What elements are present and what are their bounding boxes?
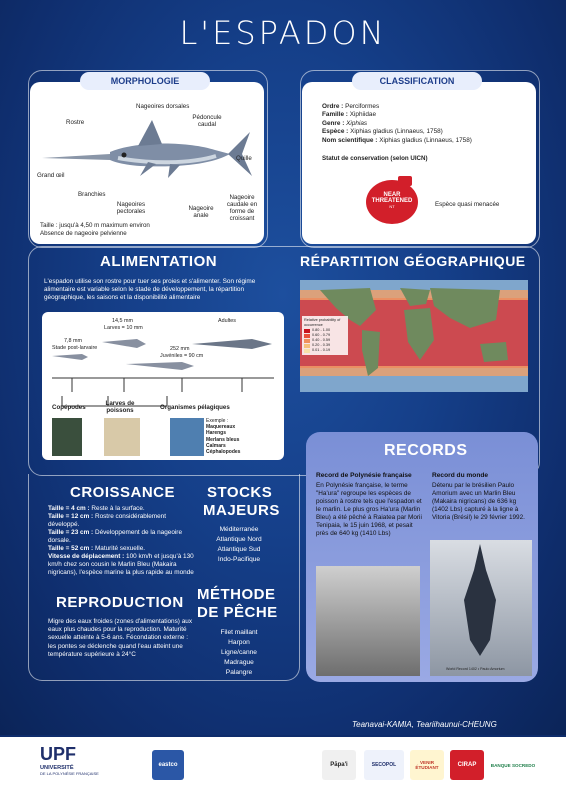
stocks-header-line2: MAJEURS: [203, 502, 280, 519]
food-organismes: Organismes pélagiques: [160, 404, 230, 411]
record-photo-caption: World Record 1402 • Paulo Amorium: [446, 667, 505, 671]
food-item: Harengs: [206, 430, 227, 437]
partner-logo-cirap: CIRAP: [450, 750, 484, 780]
methode-item: Palangre: [225, 669, 253, 676]
marlin-silhouette: [430, 540, 532, 660]
label-pedoncule-caudal: Pédoncule caudal: [192, 114, 222, 128]
legend-swatch: [304, 329, 310, 333]
classification-list: [322, 103, 472, 145]
stocks-list: [202, 525, 276, 565]
label-nageoire-anale: Nageoire anale: [188, 205, 214, 219]
alimentation-intro: L'espadon utilise son rostre pour tuer ses proies et s'alimenter. Son régime alimentaire est variable selon le stade de développement, la répartition géographique, les saisons et la disponibilité alimentaire: [44, 278, 256, 301]
morphologie-absence: Absence de nageoire pelvienne: [40, 230, 127, 237]
classification-menace: Espèce quasi menacée: [435, 201, 500, 208]
badge-line-2: THREATENED: [371, 198, 413, 204]
repartition-header: RÉPARTITION GÉOGRAPHIQUE: [300, 253, 526, 269]
upf-logo-sub2: DE LA POLYNÉSIE FRANÇAISE: [40, 771, 99, 776]
label-rostre: Rostre: [66, 119, 85, 126]
legend-swatch: [304, 344, 310, 348]
methode-item: Harpon: [228, 639, 250, 646]
stage-3-desc: Juvéniles = 90 cm: [160, 353, 204, 359]
stock-item: Atlantique Nord: [216, 536, 262, 543]
reproduction-text: Migre des eaux froides (zones d'alimentations) aux eaux plus chaudes pour la reproduction. Maturité sexuelle atteinte à 5-6 ans. Fécondation externe : les pontes se déclenche quand l'eau atteint une température supérieure à 24°C: [48, 618, 193, 658]
records-pf-text: En Polynésie française, le terme "Ha'ura" regroupe les espèces de poisson à rostre tels que l'espadon et le marlin. Le plus gros Ha'ura (Marlin Bleu) a été pêché à Raiatea par Morii Tenipaia, le 15 juin 1968, et pesait près de 640 kg (1410 Lbs): [316, 482, 422, 537]
upf-logo-text: UPF: [40, 744, 76, 764]
stage-2-size: 14,5 mm: [112, 318, 133, 324]
stage-3-size: 252 mm: [170, 346, 190, 352]
classification-header: CLASSIFICATION: [352, 72, 482, 90]
classification-ordre: Ordre : Perciformes: [322, 103, 380, 110]
methode-header-line2: DE PÊCHE: [197, 604, 278, 621]
stock-item: Atlantique Sud: [217, 546, 261, 553]
food-item: Calmars: [206, 442, 226, 449]
legend-swatch: [304, 349, 310, 353]
croissance-item: Taille = 12 cm : Rostre considérablement développé.: [48, 513, 166, 528]
label-branchies: Branchies: [78, 191, 106, 198]
record-photo-polynesie: [316, 566, 420, 676]
label-quille: Quille: [236, 155, 252, 162]
label-nageoire-caudale: Nageoire caudale en forme de croissant: [226, 194, 258, 222]
legend-label: 0.80 - 1.00: [312, 328, 331, 332]
food-exemple-label: Exemple :: [206, 418, 229, 424]
poster-title: L'ESPADON: [179, 14, 387, 52]
records-header: RECORDS: [384, 442, 468, 459]
label-nageoires-dorsales: Nageoires dorsales: [136, 103, 190, 110]
upf-logo: [40, 744, 115, 776]
record-photo-monde: [430, 540, 532, 676]
partner-logo-socredo: BANQUE SOCREDO: [490, 750, 536, 780]
classification-statut: Statut de conservation (selon UICN): [322, 155, 428, 162]
near-threatened-badge: [366, 180, 418, 224]
badge-line-1: NEAR: [383, 192, 401, 198]
methode-item: Filet maillant: [220, 629, 258, 636]
methode-list: [202, 628, 276, 678]
stage-2-desc: Larves = 10 mm: [104, 325, 143, 331]
legend-swatch: [304, 339, 310, 343]
morphologie-header: MORPHOLOGIE: [80, 72, 210, 90]
legend-label: 0.20 - 0.39: [312, 343, 331, 347]
croissance-item: Taille = 52 cm : Maturité sexuelle.: [48, 545, 146, 552]
stage-1-desc: Stade post-larvaire: [52, 345, 98, 351]
map-legend: [302, 316, 348, 355]
croissance-header: CROISSANCE: [70, 484, 176, 501]
classification-nom: Nom scientifique : Xiphias gladius (Linnaeus, 1758): [322, 136, 472, 144]
methode-item: Ligne/canne: [221, 649, 257, 656]
croissance-item: Taille = 4 cm : Reste à la surface.: [48, 505, 145, 512]
croissance-list: [48, 505, 196, 577]
map-legend-title: Relative probability of occurrence: [304, 318, 341, 327]
legend-label: 0.40 - 0.59: [312, 338, 331, 342]
badge-code: NT: [389, 204, 395, 209]
food-exemple-list: [206, 418, 240, 455]
food-copepodes: Copépodes: [52, 404, 86, 411]
stage-4-label: Adultes: [218, 318, 236, 324]
development-stages-diagram: [42, 312, 284, 460]
partner-logo-eastco: eastco: [152, 750, 184, 780]
iucn-icon: [398, 176, 412, 186]
classification-espece: Espèce : Xiphias gladius (Linnaeus, 1758): [322, 128, 443, 136]
records-pf-title: Record de Polynésie française: [316, 472, 412, 479]
classification-famille: Famille : Xiphiidae: [322, 111, 377, 119]
food-larves: Larves de poissons: [105, 400, 135, 414]
partner-logo-papai: Pāpa'i: [322, 750, 356, 780]
label-nageoires-pectorales: Nageoires pectorales: [116, 201, 146, 215]
stage-1-size: 7,8 mm: [64, 338, 82, 344]
food-item: Maquereaux: [206, 424, 236, 431]
legend-label: 0.01 - 0.19: [312, 348, 331, 352]
legend-swatch: [304, 334, 310, 338]
classification-genre: Genre : Xiphias: [322, 119, 368, 127]
croissance-item: Taille = 23 cm : Développement de la nageoire dorsale.: [48, 529, 182, 544]
stocks-header-line1: STOCKS: [207, 484, 273, 501]
food-item: Céphalopodes: [206, 449, 241, 456]
stock-item: Méditerranée: [219, 526, 259, 533]
methode-item: Madrague: [224, 659, 254, 666]
croissance-item: Vitesse de déplacement : 100 km/h et jusqu'à 130 km/h chez son cousin le Marlin Bleu (Makaira nigricans), l'espèce marine la plus rapide au monde: [48, 553, 194, 576]
methode-header-line1: MÉTHODE: [197, 586, 276, 603]
reproduction-header: REPRODUCTION: [56, 594, 184, 611]
partner-logo-venir-etudiant: VENIR ÉTUDIANT: [410, 750, 444, 780]
records-monde-text: Détenu par le brésilien Paulo Amorium avec un Marlin Bleu (Makaira nigricans) de 636 kg (1402 Lbs) capturé à la ligne à Vitoria (Brésil) le 29 février 1992.: [432, 482, 525, 521]
upf-logo-sub1: UNIVERSITÉ: [40, 765, 74, 771]
records-monde-title: Record du monde: [432, 472, 489, 479]
legend-label: 0.60 - 0.79: [312, 333, 331, 337]
alimentation-header: ALIMENTATION: [100, 253, 218, 270]
stock-item: Indo-Pacifique: [217, 556, 261, 563]
morphologie-taille: Taille : jusqu'à 4,50 m maximum environ: [40, 222, 150, 229]
food-item: Merlans bleus: [206, 436, 240, 443]
map-legend-row: [304, 348, 346, 353]
authors: Teanavai-KAMIA, Teariihaunui-CHEUNG: [352, 720, 497, 729]
partner-logo-secopol: SECOPOL: [364, 750, 404, 780]
label-grand-oeil: Grand œil: [37, 172, 65, 179]
